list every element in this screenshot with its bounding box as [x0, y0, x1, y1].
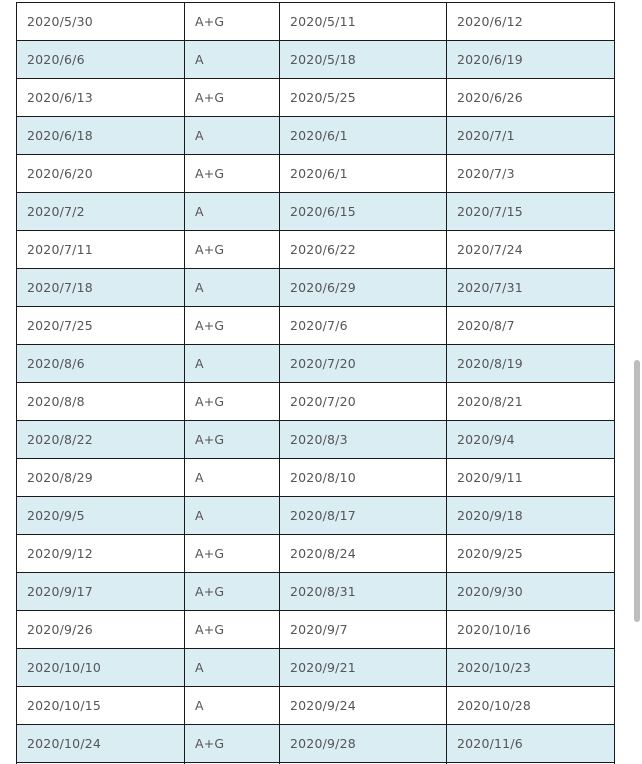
- table-row: [17, 497, 615, 535]
- table-cell: 2020/8/21: [447, 383, 615, 421]
- table-cell: 2020/5/30: [17, 3, 185, 41]
- table-row: [17, 79, 615, 117]
- table-row: [17, 155, 615, 193]
- table-row: [17, 459, 615, 497]
- table-cell: A+G: [185, 79, 280, 117]
- table-cell: 2020/8/7: [447, 307, 615, 345]
- table-row: [17, 307, 615, 345]
- table-cell: A+G: [185, 573, 280, 611]
- table-cell: 2020/6/1: [280, 155, 447, 193]
- schedule-table: [16, 2, 615, 764]
- table-cell: 2020/7/1: [447, 117, 615, 155]
- table-cell: 2020/5/11: [280, 3, 447, 41]
- table-cell: 2020/9/4: [447, 421, 615, 459]
- table-cell: 2020/9/18: [447, 497, 615, 535]
- table-cell: 2020/10/23: [447, 649, 615, 687]
- table-cell: 2020/9/28: [280, 725, 447, 763]
- table-cell: A: [185, 41, 280, 79]
- schedule-table-container: [16, 2, 614, 764]
- table-cell: 2020/7/20: [280, 345, 447, 383]
- table-row: [17, 231, 615, 269]
- table-cell: 2020/6/18: [17, 117, 185, 155]
- table-cell: 2020/6/26: [447, 79, 615, 117]
- table-cell: 2020/7/20: [280, 383, 447, 421]
- table-cell: A+G: [185, 725, 280, 763]
- table-cell: A: [185, 193, 280, 231]
- table-cell: A+G: [185, 3, 280, 41]
- table-cell: 2020/9/12: [17, 535, 185, 573]
- table-cell: 2020/6/1: [280, 117, 447, 155]
- table-cell: 2020/9/17: [17, 573, 185, 611]
- table-row: [17, 649, 615, 687]
- vertical-scrollbar-thumb[interactable]: [634, 360, 640, 622]
- table-cell: 2020/8/19: [447, 345, 615, 383]
- table-cell: A+G: [185, 155, 280, 193]
- table-cell: A: [185, 649, 280, 687]
- table-cell: A+G: [185, 307, 280, 345]
- table-row: [17, 345, 615, 383]
- table-cell: A: [185, 345, 280, 383]
- table-cell: 2020/10/15: [17, 687, 185, 725]
- schedule-table-body: [17, 3, 615, 764]
- table-cell: 2020/7/25: [17, 307, 185, 345]
- table-cell: 2020/10/28: [447, 687, 615, 725]
- table-row: [17, 269, 615, 307]
- table-cell: 2020/8/22: [17, 421, 185, 459]
- table-cell: 2020/6/13: [17, 79, 185, 117]
- table-row: [17, 421, 615, 459]
- table-cell: 2020/6/12: [447, 3, 615, 41]
- table-cell: 2020/8/8: [17, 383, 185, 421]
- table-cell: 2020/11/6: [447, 725, 615, 763]
- table-cell: 2020/10/24: [17, 725, 185, 763]
- table-cell: 2020/7/11: [17, 231, 185, 269]
- table-cell: 2020/7/24: [447, 231, 615, 269]
- table-cell: 2020/9/24: [280, 687, 447, 725]
- table-row: [17, 193, 615, 231]
- table-cell: 2020/8/17: [280, 497, 447, 535]
- table-cell: 2020/7/3: [447, 155, 615, 193]
- table-cell: 2020/7/18: [17, 269, 185, 307]
- table-cell: 2020/6/15: [280, 193, 447, 231]
- table-row: [17, 117, 615, 155]
- table-cell: 2020/8/24: [280, 535, 447, 573]
- table-cell: 2020/7/31: [447, 269, 615, 307]
- table-cell: 2020/6/22: [280, 231, 447, 269]
- table-cell: 2020/9/21: [280, 649, 447, 687]
- table-cell: 2020/6/6: [17, 41, 185, 79]
- table-cell: 2020/5/18: [280, 41, 447, 79]
- table-cell: A: [185, 687, 280, 725]
- table-cell: 2020/7/15: [447, 193, 615, 231]
- table-row: [17, 725, 615, 763]
- table-cell: 2020/9/11: [447, 459, 615, 497]
- table-row: [17, 611, 615, 649]
- table-cell: 2020/6/20: [17, 155, 185, 193]
- table-cell: 2020/8/10: [280, 459, 447, 497]
- table-cell: A+G: [185, 421, 280, 459]
- table-cell: 2020/6/29: [280, 269, 447, 307]
- table-cell: A: [185, 497, 280, 535]
- table-cell: 2020/9/25: [447, 535, 615, 573]
- table-cell: 2020/9/26: [17, 611, 185, 649]
- table-cell: A+G: [185, 383, 280, 421]
- table-cell: 2020/8/3: [280, 421, 447, 459]
- table-cell: A+G: [185, 231, 280, 269]
- table-row: [17, 3, 615, 41]
- table-row: [17, 41, 615, 79]
- table-cell: 2020/6/19: [447, 41, 615, 79]
- table-row: [17, 573, 615, 611]
- table-cell: 2020/9/30: [447, 573, 615, 611]
- table-cell: 2020/8/31: [280, 573, 447, 611]
- table-cell: 2020/5/25: [280, 79, 447, 117]
- table-cell: 2020/7/2: [17, 193, 185, 231]
- table-cell: A: [185, 459, 280, 497]
- table-cell: A: [185, 269, 280, 307]
- table-cell: 2020/9/7: [280, 611, 447, 649]
- table-cell: A: [185, 117, 280, 155]
- table-cell: 2020/9/5: [17, 497, 185, 535]
- table-row: [17, 383, 615, 421]
- table-row: [17, 535, 615, 573]
- table-cell: A+G: [185, 535, 280, 573]
- table-cell: 2020/10/10: [17, 649, 185, 687]
- table-cell: 2020/8/6: [17, 345, 185, 383]
- table-row: [17, 687, 615, 725]
- table-cell: 2020/10/16: [447, 611, 615, 649]
- table-cell: 2020/7/6: [280, 307, 447, 345]
- table-cell: A+G: [185, 611, 280, 649]
- table-cell: 2020/8/29: [17, 459, 185, 497]
